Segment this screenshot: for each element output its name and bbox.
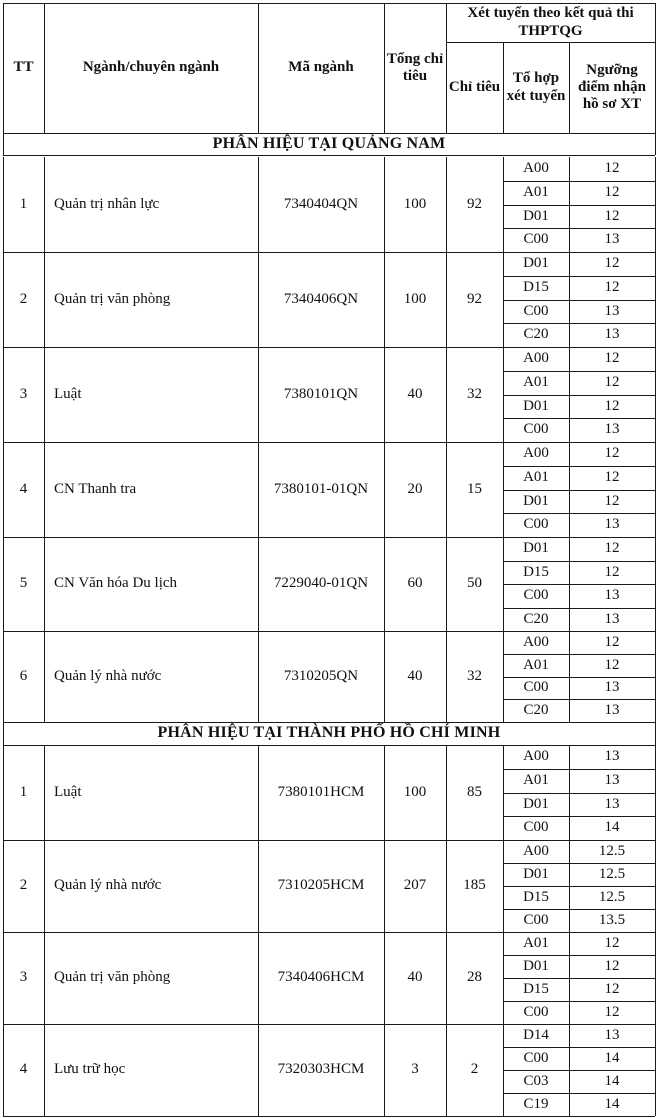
table-rule <box>44 932 45 1024</box>
table-rule <box>3 840 4 932</box>
min-score: 12 <box>604 445 620 462</box>
min-score: 14 <box>604 1072 620 1089</box>
total-quota: 207 <box>403 877 427 894</box>
row-number: 1 <box>19 195 28 212</box>
table-rule <box>384 1024 385 1116</box>
subject-combo: D15 <box>523 980 549 997</box>
table-rule <box>258 537 259 631</box>
min-score: 12 <box>604 540 620 557</box>
column-header-total-quota: Tổng chỉ tiêu <box>386 50 444 84</box>
table-rule <box>503 886 655 887</box>
table-rule <box>44 631 45 722</box>
table-rule <box>384 442 385 537</box>
table-rule <box>258 442 259 537</box>
min-score: 12.5 <box>598 842 626 859</box>
column-header-threshold: Ngưỡng điểm nhận hồ sơ XT <box>578 61 646 113</box>
exam-quota: 92 <box>467 290 482 307</box>
table-rule <box>258 1024 259 1116</box>
table-rule <box>503 181 655 182</box>
min-score: 12.5 <box>598 865 626 882</box>
table-rule <box>44 840 45 932</box>
total-quota: 60 <box>407 575 423 592</box>
min-score: 12 <box>604 563 620 580</box>
exam-quota: 32 <box>467 385 482 402</box>
table-rule <box>3 631 4 722</box>
min-score: 12 <box>604 279 620 296</box>
table-rule <box>3 745 4 840</box>
table-rule <box>503 978 655 979</box>
table-rule <box>503 769 655 770</box>
min-score: 13 <box>604 610 620 627</box>
table-rule <box>569 932 570 1024</box>
table-rule <box>384 252 385 347</box>
table-rule <box>446 631 447 722</box>
min-score: 12.5 <box>598 888 626 905</box>
subject-combo: C00 <box>523 1003 549 1020</box>
major-code: 7380101-01QN <box>273 480 369 497</box>
table-rule <box>503 276 655 277</box>
table-rule <box>44 1024 45 1116</box>
min-score: 13 <box>604 701 620 718</box>
min-score: 12 <box>604 656 620 673</box>
table-rule <box>569 537 570 631</box>
major-code: 7229040-01QN <box>273 575 369 592</box>
table-rule <box>655 745 656 840</box>
exam-quota: 92 <box>467 195 482 212</box>
table-rule <box>503 228 655 229</box>
min-score: 12 <box>604 397 620 414</box>
subject-combo: D14 <box>523 1026 549 1043</box>
table-rule <box>384 932 385 1024</box>
table-rule <box>44 745 45 840</box>
subject-combo: C03 <box>523 1072 549 1089</box>
row-number: 6 <box>19 667 28 684</box>
table-rule <box>503 466 655 467</box>
table-rule <box>503 1093 655 1094</box>
min-score: 12 <box>604 492 620 509</box>
table-rule <box>446 537 447 631</box>
subject-combo: D01 <box>523 795 549 812</box>
table-rule <box>503 955 655 956</box>
min-score: 12 <box>604 980 620 997</box>
subject-combo: D01 <box>523 865 549 882</box>
subject-combo: A01 <box>523 469 549 486</box>
min-score: 13 <box>604 587 620 604</box>
row-number: 5 <box>19 575 28 592</box>
table-rule <box>3 442 4 537</box>
table-rule <box>44 3 45 133</box>
subject-combo: A01 <box>523 934 549 951</box>
table-rule <box>446 745 447 840</box>
subject-combo: A01 <box>523 184 549 201</box>
major-name: CN Thanh tra <box>54 480 137 497</box>
table-rule <box>655 442 656 537</box>
subject-combo: A00 <box>523 350 549 367</box>
major-name: Luật <box>54 783 82 800</box>
table-rule <box>446 42 655 43</box>
subject-combo: D01 <box>523 492 549 509</box>
subject-combo: C19 <box>523 1095 549 1112</box>
min-score: 13 <box>604 748 620 765</box>
subject-combo: D15 <box>523 279 549 296</box>
table-rule <box>258 745 259 840</box>
subject-combo: C00 <box>523 421 549 438</box>
major-name: CN Văn hóa Du lịch <box>54 575 178 592</box>
row-number: 3 <box>19 385 28 402</box>
subject-combo: C20 <box>523 326 549 343</box>
table-rule <box>569 745 570 840</box>
table-rule <box>3 932 4 1024</box>
min-score: 13 <box>604 421 620 438</box>
row-number: 2 <box>19 877 28 894</box>
table-rule <box>384 537 385 631</box>
min-score: 14 <box>604 819 620 836</box>
table-rule <box>3 155 655 156</box>
major-name: Quản trị văn phòng <box>54 969 171 986</box>
table-rule <box>503 347 504 442</box>
table-rule <box>503 863 655 864</box>
table-rule <box>3 537 4 631</box>
total-quota: 40 <box>407 667 423 684</box>
table-rule <box>3 347 4 442</box>
row-number: 4 <box>19 1061 28 1078</box>
table-rule <box>569 252 570 347</box>
table-rule <box>44 252 45 347</box>
table-rule <box>3 1116 655 1117</box>
table-rule <box>258 631 259 722</box>
subject-combo: D15 <box>523 888 549 905</box>
min-score: 12 <box>604 957 620 974</box>
table-rule <box>446 1024 447 1116</box>
table-rule <box>258 157 259 252</box>
subject-combo: A01 <box>523 772 549 789</box>
table-rule <box>3 252 4 347</box>
subject-combo: A00 <box>523 748 549 765</box>
table-rule <box>258 932 259 1024</box>
min-score: 12 <box>604 160 620 177</box>
min-score: 12 <box>604 207 620 224</box>
table-rule <box>3 3 655 4</box>
major-name: Lưu trữ học <box>54 1061 126 1078</box>
total-quota: 40 <box>407 385 423 402</box>
major-code: 7310205QN <box>283 667 359 684</box>
min-score: 12 <box>604 469 620 486</box>
major-code: 7320303HCM <box>277 1061 365 1078</box>
table-rule <box>569 442 570 537</box>
table-rule <box>503 252 504 347</box>
table-rule <box>569 347 570 442</box>
table-rule <box>503 561 655 562</box>
min-score: 13 <box>604 516 620 533</box>
column-header-quota: Chỉ tiêu <box>448 78 501 95</box>
table-rule <box>503 909 655 910</box>
table-rule <box>384 3 385 133</box>
table-rule <box>503 300 655 301</box>
column-header-tt: TT <box>13 59 34 76</box>
table-rule <box>503 513 655 514</box>
subject-combo: A01 <box>523 374 549 391</box>
subject-combo: A00 <box>523 160 549 177</box>
row-number: 2 <box>19 290 28 307</box>
total-quota: 100 <box>403 195 427 212</box>
major-name: Quản trị văn phòng <box>54 290 171 307</box>
min-score: 13 <box>604 1026 620 1043</box>
table-rule <box>258 252 259 347</box>
table-rule <box>569 631 570 722</box>
table-rule <box>503 323 655 324</box>
table-rule <box>44 157 45 252</box>
table-rule <box>503 42 504 133</box>
major-code: 7380101QN <box>283 385 359 402</box>
total-quota: 20 <box>407 480 423 497</box>
total-quota: 40 <box>407 969 423 986</box>
major-code: 7380101HCM <box>277 783 365 800</box>
min-score: 12 <box>604 934 620 951</box>
column-header-major: Ngành/chuyên ngành <box>82 59 220 76</box>
subject-combo: D01 <box>523 540 549 557</box>
exam-quota: 15 <box>467 480 482 497</box>
table-rule <box>503 1001 655 1002</box>
major-code: 7340404QN <box>283 195 359 212</box>
table-rule <box>503 490 655 491</box>
table-rule <box>446 157 447 252</box>
subject-combo: C00 <box>523 231 549 248</box>
table-rule <box>655 133 656 155</box>
min-score: 12 <box>604 633 620 650</box>
table-rule <box>503 1024 504 1116</box>
min-score: 12 <box>604 1003 620 1020</box>
table-rule <box>569 840 570 932</box>
subject-combo: C00 <box>523 302 549 319</box>
table-rule <box>446 442 447 537</box>
subject-combo: D01 <box>523 957 549 974</box>
subject-combo: C00 <box>523 819 549 836</box>
min-score: 13 <box>604 772 620 789</box>
table-rule <box>503 157 504 252</box>
table-rule <box>503 816 655 817</box>
table-rule <box>446 932 447 1024</box>
min-score: 13.5 <box>598 911 626 928</box>
table-rule <box>655 1024 656 1116</box>
subject-combo: C00 <box>523 587 549 604</box>
subject-combo: A00 <box>523 633 549 650</box>
exam-quota: 50 <box>467 575 482 592</box>
min-score: 12 <box>604 350 620 367</box>
column-header-code: Mã ngành <box>288 59 354 76</box>
table-rule <box>569 1024 570 1116</box>
section-title: PHÂN HIỆU TẠI QUẢNG NAM <box>212 134 446 152</box>
table-rule <box>569 157 570 252</box>
major-code: 7340406QN <box>283 290 359 307</box>
table-rule <box>503 371 655 372</box>
min-score: 13 <box>604 326 620 343</box>
table-rule <box>655 932 656 1024</box>
table-rule <box>384 631 385 722</box>
table-rule <box>655 157 656 252</box>
table-rule <box>3 1024 4 1116</box>
table-rule <box>44 442 45 537</box>
major-name: Quản lý nhà nước <box>54 667 162 684</box>
row-number: 3 <box>19 969 28 986</box>
min-score: 12 <box>604 374 620 391</box>
exam-quota: 32 <box>467 667 482 684</box>
subject-combo: D01 <box>523 207 549 224</box>
table-rule <box>655 537 656 631</box>
subject-combo: D01 <box>523 397 549 414</box>
min-score: 12 <box>604 184 620 201</box>
min-score: 13 <box>604 679 620 696</box>
table-rule <box>446 840 447 932</box>
min-score: 12 <box>604 255 620 272</box>
table-rule <box>258 347 259 442</box>
exam-quota: 85 <box>467 783 482 800</box>
column-header-combo: Tổ hợp xét tuyển <box>506 70 566 104</box>
table-rule <box>446 252 447 347</box>
major-code: 7340406HCM <box>277 969 365 986</box>
table-rule <box>503 793 655 794</box>
table-rule <box>503 537 504 631</box>
table-rule <box>3 157 4 252</box>
table-rule <box>503 205 655 206</box>
table-rule <box>655 3 656 133</box>
table-rule <box>503 631 504 722</box>
table-rule <box>655 252 656 347</box>
table-rule <box>258 3 259 133</box>
subject-combo: C00 <box>523 911 549 928</box>
major-code: 7310205HCM <box>277 877 365 894</box>
table-rule <box>503 840 504 932</box>
row-number: 1 <box>19 783 28 800</box>
min-score: 14 <box>604 1049 620 1066</box>
table-rule <box>503 745 504 840</box>
subject-combo: D01 <box>523 255 549 272</box>
subject-combo: A01 <box>523 656 549 673</box>
min-score: 13 <box>604 302 620 319</box>
major-name: Luật <box>54 385 82 402</box>
subject-combo: C00 <box>523 1049 549 1066</box>
min-score: 13 <box>604 231 620 248</box>
table-rule <box>384 745 385 840</box>
table-rule <box>384 840 385 932</box>
table-rule <box>503 1047 655 1048</box>
exam-quota: 2 <box>470 1061 479 1078</box>
section-title: PHÂN HIỆU TẠI THÀNH PHỐ HỒ CHÍ MINH <box>157 724 501 742</box>
subject-combo: C00 <box>523 679 549 696</box>
total-quota: 3 <box>411 1061 419 1078</box>
table-rule <box>655 347 656 442</box>
column-group-header: Xét tuyển theo kết quả thi THPTQG <box>467 5 634 39</box>
table-rule <box>384 347 385 442</box>
subject-combo: C00 <box>523 516 549 533</box>
table-rule <box>503 608 655 609</box>
subject-combo: A00 <box>523 842 549 859</box>
table-rule <box>446 3 447 133</box>
table-rule <box>384 157 385 252</box>
major-name: Quản lý nhà nước <box>54 877 162 894</box>
total-quota: 100 <box>403 783 427 800</box>
table-rule <box>258 840 259 932</box>
subject-combo: C20 <box>523 701 549 718</box>
table-rule <box>503 654 655 655</box>
table-rule <box>569 42 570 133</box>
table-rule <box>503 677 655 678</box>
total-quota: 100 <box>403 290 427 307</box>
exam-quota: 185 <box>463 877 486 894</box>
table-rule <box>503 442 504 537</box>
table-rule <box>44 537 45 631</box>
table-rule <box>503 1070 655 1071</box>
table-rule <box>446 347 447 442</box>
min-score: 14 <box>604 1095 620 1112</box>
subject-combo: D15 <box>523 563 549 580</box>
row-number: 4 <box>19 480 28 497</box>
table-rule <box>503 395 655 396</box>
table-rule <box>3 3 4 133</box>
table-rule <box>503 699 655 700</box>
min-score: 13 <box>604 795 620 812</box>
table-rule <box>503 932 504 1024</box>
major-name: Quản trị nhân lực <box>54 195 160 212</box>
subject-combo: C20 <box>523 610 549 627</box>
table-rule <box>655 722 656 745</box>
table-rule <box>655 840 656 932</box>
subject-combo: A00 <box>523 445 549 462</box>
table-rule <box>503 418 655 419</box>
table-rule <box>44 347 45 442</box>
table-rule <box>655 631 656 722</box>
table-rule <box>503 584 655 585</box>
exam-quota: 28 <box>467 969 482 986</box>
